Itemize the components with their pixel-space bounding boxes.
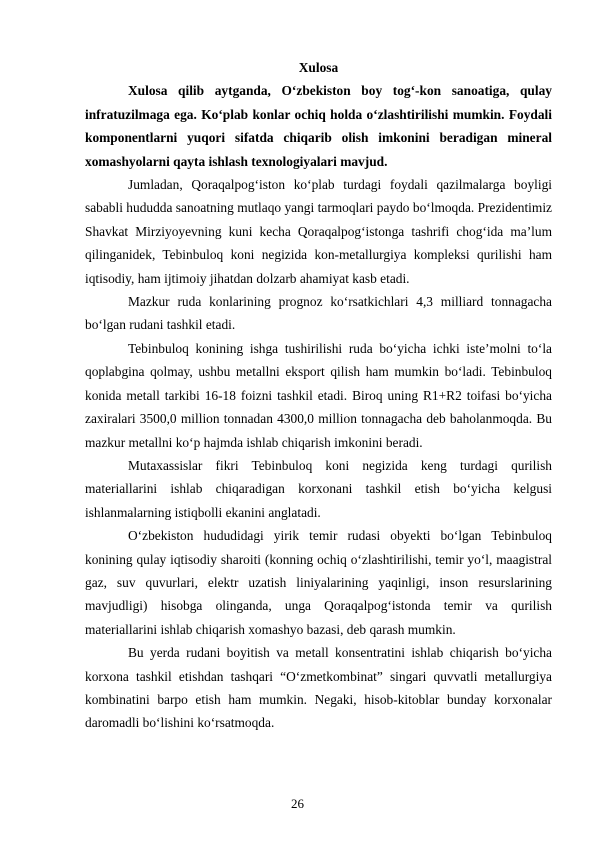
body-paragraph: Tebinbuloq konining ishga tushirilishi ruda bo‘yicha ichki iste’molni to‘la qoplabgina qolmay, ushbu metallni eksport qilish ham mumkin bo‘ladi. Tebinbuloq konida metall tarkibi 16-18 foizni tashkil etadi. Biroq uning R1+R2 toifasi bo‘yicha zaxiralari 3500,0 million tonnadan 4300,0 million tonnagacha deb baholanmoqda. Bu mazkur metallni ko‘p hajmda ishlab chiqarish imkonini beradi. [85, 340, 552, 450]
body-paragraph: O‘zbekiston hududidagi yirik temir rudasi obyekti bo‘lgan Tebinbuloq konining qulay iqtisodiy sharoiti (konning ochiq o‘zlashtirilishi, temir yo‘l, maagistral gaz, suv quvurlari, elektr uzatish liniyalarining yaqinligi, inson resurslarining mavjudligi) hisobga olinganda, unga Qoraqalpog‘istonda temir va qurilish materiallarini ishlab chiqarish xomashyo bazasi, deb qarash mumkin. [85, 528, 552, 637]
body-paragraph: Jumladan, Qoraqalpog‘iston ko‘plab turdagi foydali qazilmalarga boyligi sababli hududda sanoatning mutlaqo yangi tarmoqlari paydo bo‘lmoqda. Prezidentimiz Shavkat Mirziyoyevning kuni kecha Qoraqalpog‘istonga tashrifi chog‘ida ma’lum qilinganidek, Tebinbuloq koni negizida kon-metallurgiya kompleksi qurilishi ham iqtisodiy, ham ijtimoiy jihatdan dolzarb ahamiyat kasb etadi. [85, 177, 552, 286]
page-number: 26 [291, 796, 304, 811]
summary-paragraph: Xulosa qilib aytganda, O‘zbekiston boy tog‘-kon sanoatiga, qulay infratuzilmaga ega. Ko‘plab konlar ochiq holda o‘zlashtirilishi mumkin. Foydali komponentlarni yuqori sifatda chiqarib olish imkonini beradigan mineral xomashyolarni qayta ishlash texnologiyalari mavjud. [85, 83, 552, 169]
body-paragraph: Mutaxassislar fikri Tebinbuloq koni negizida keng turdagi qurilish materiallarini ishlab chiqaradigan korxonani tashkil etish bo‘yicha kelgusi ishlanmalarning istiqbolli ekanini anglatadi. [85, 457, 552, 520]
document-title: Xulosa [298, 60, 339, 75]
document-page [85, 56, 552, 735]
body-paragraph: Bu yerda rudani boyitish va metall konsentratini ishlab chiqarish bo‘yicha korxona tashkil etishdan tashqari “O‘zmetkombinat” singari quvvatli metallurgiya kombinatini barpo etish ham mumkin. Negaki, hisob-kitoblar bunday korxonalar daromadli bo‘lishini ko‘rsatmoqda. [85, 645, 552, 731]
body-paragraph: Mazkur ruda konlarining prognoz ko‘rsatkichlari 4,3 milliard tonnagacha bo‘lgan rudani tashkil etadi. [85, 294, 552, 333]
